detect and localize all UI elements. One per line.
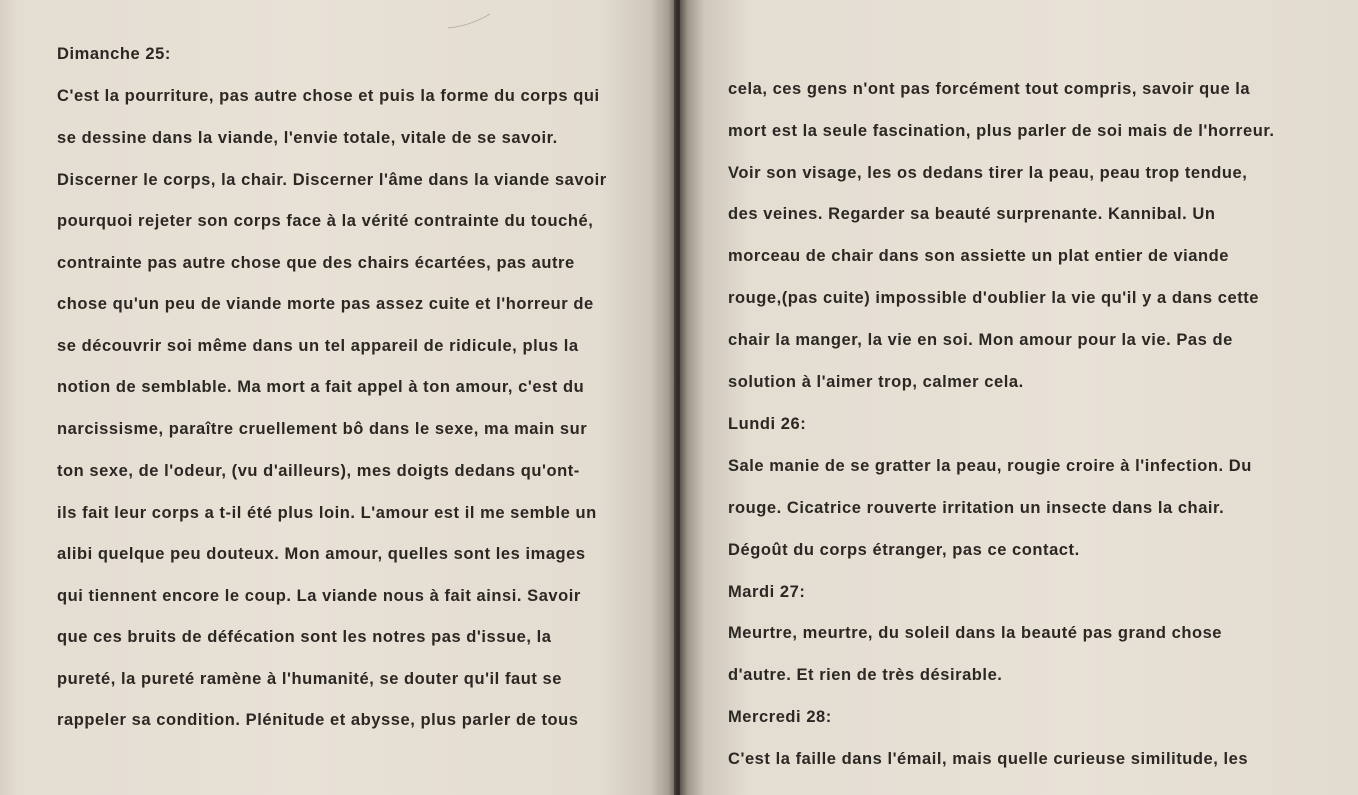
text-line: Meurtre, meurtre, du soleil dans la beauté pas grand chose bbox=[728, 624, 1223, 642]
text-line: des veines. Regarder sa beauté surprenante. Kannibal. Un bbox=[728, 205, 1216, 223]
text-line: rappeler sa condition. Plénitude et abysse, plus parler de tous bbox=[57, 711, 579, 729]
text-line: chair la manger, la vie en soi. Mon amour pour la vie. Pas de bbox=[728, 331, 1233, 349]
text-line: d'autre. Et rien de très désirable. bbox=[728, 666, 1003, 684]
text-line: rouge,(pas cuite) impossible d'oublier la vie qu'il y a dans cette bbox=[728, 289, 1260, 307]
text-line: C'est la pourriture, pas autre chose et puis la forme du corps qui bbox=[57, 87, 600, 105]
text-line: ils fait leur corps a t-il été plus loin. L'amour est il me semble un bbox=[57, 504, 597, 522]
text-line: morceau de chair dans son assiette un plat entier de viande bbox=[728, 247, 1230, 265]
text-line: pureté, la pureté ramène à l'humanité, se douter qu'il faut se bbox=[57, 670, 562, 688]
text-line: Dégoût du corps étranger, pas ce contact. bbox=[728, 541, 1080, 559]
entry-heading-mardi: Mardi 27: bbox=[728, 583, 806, 601]
text-line: cela, ces gens n'ont pas forcément tout compris, savoir que la bbox=[728, 80, 1251, 98]
text-line: contrainte pas autre chose que des chairs écartées, pas autre bbox=[57, 254, 575, 272]
right-page bbox=[680, 0, 1358, 795]
left-page bbox=[0, 0, 676, 795]
text-line: se dessine dans la viande, l'envie totale, vitale de se savoir. bbox=[57, 129, 558, 147]
text-line: qui tiennent encore le coup. La viande nous à fait ainsi. Savoir bbox=[57, 587, 581, 605]
text-line: mort est la seule fascination, plus parler de soi mais de l'horreur. bbox=[728, 122, 1275, 140]
text-line: narcissisme, paraître cruellement bô dans le sexe, ma main sur bbox=[57, 420, 588, 438]
text-line: Voir son visage, les os dedans tirer la peau, peau trop tendue, bbox=[728, 164, 1248, 182]
text-line: solution à l'aimer trop, calmer cela. bbox=[728, 373, 1024, 391]
text-line: alibi quelque peu douteux. Mon amour, quelles sont les images bbox=[57, 545, 586, 563]
entry-heading-lundi: Lundi 26: bbox=[728, 415, 807, 433]
text-line: Sale manie de se gratter la peau, rougie croire à l'infection. Du bbox=[728, 457, 1252, 475]
text-line: notion de semblable. Ma mort a fait appel à ton amour, c'est du bbox=[57, 378, 585, 396]
entry-heading-mercredi: Mercredi 28: bbox=[728, 708, 832, 726]
text-line: se découvrir soi même dans un tel appareil de ridicule, plus la bbox=[57, 337, 579, 355]
text-line: que ces bruits de défécation sont les notres pas d'issue, la bbox=[57, 628, 552, 646]
text-line: C'est la faille dans l'émail, mais quelle curieuse similitude, les bbox=[728, 750, 1249, 768]
text-line: pourquoi rejeter son corps face à la vérité contrainte du touché, bbox=[57, 212, 594, 230]
text-line: Discerner le corps, la chair. Discerner l'âme dans la viande savoir bbox=[57, 171, 607, 189]
text-line: rouge. Cicatrice rouverte irritation un insecte dans la chair. bbox=[728, 499, 1225, 517]
paper-crease-mark bbox=[448, 12, 492, 30]
entry-heading-dimanche: Dimanche 25: bbox=[57, 45, 171, 63]
text-line: ton sexe, de l'odeur, (vu d'ailleurs), mes doigts dedans qu'ont- bbox=[57, 462, 580, 480]
text-line: chose qu'un peu de viande morte pas assez cuite et l'horreur de bbox=[57, 295, 594, 313]
